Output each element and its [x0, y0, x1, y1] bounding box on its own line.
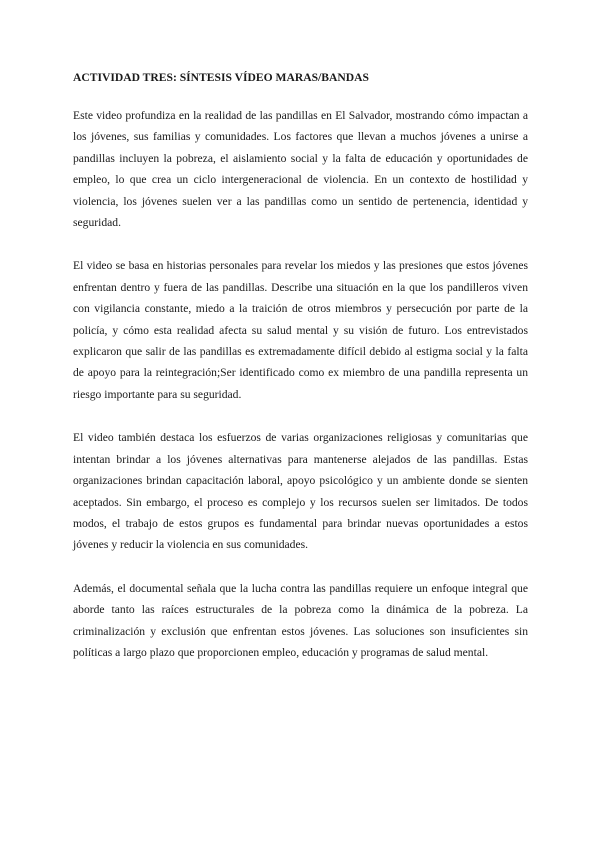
paragraph-organizations: El video también destaca los esfuerzos de varias organizaciones religiosas y comunitarias que intentan brindar a los jóvenes alternativas para mantenerse alejados de las pandillas. Estas organizaciones brindan capacitación laboral, apoyo psicológico y un ambiente donde se sienten aceptados. Sin embargo, el proceso es complejo y los recursos suelen ser limitados. De todos modos, el trabajo de estos grupos es fundamental para brindar nuevas oportunidades a estos jóvenes y reducir la violencia en sus comunidades.	[73, 431, 528, 552]
document-title: ACTIVIDAD TRES: SÍNTESIS VÍDEO MARAS/BANDAS	[73, 71, 369, 84]
paragraph-conclusion: Además, el documental señala que la lucha contra las pandillas requiere un enfoque integral que aborde tanto las raíces estructurales de la pobreza como la dinámica de la pobreza. La criminalización y exclusión que enfrentan estos jóvenes. Las soluciones son insuficientes sin políticas a largo plazo que proporcionen empleo, educación y programas de salud mental.	[73, 581, 528, 659]
paragraph-intro: Este video profundiza en la realidad de las pandillas en El Salvador, mostrando cómo impactan a los jóvenes, sus familias y comunidades. Los factores que llevan a muchos jóvenes a unirse a pandillas incluyen la pobreza, el aislamiento social y la falta de educación y oportunidades de empleo, lo que crea un ciclo intergeneracional de violencia. En un contexto de hostilidad y violencia, los jóvenes suelen ver a las pandillas como un sentido de pertenencia, identidad y seguridad.	[73, 109, 528, 230]
paragraph-personal-stories: El video se basa en historias personales para revelar los miedos y las presiones que estos jóvenes enfrentan dentro y fuera de las pandillas. Describe una situación en la que los pandilleros viven con vigilancia constante, miedo a la traición de otros miembros y persecución por parte de la policía, y cómo esta realidad afecta su salud mental y su visión de futuro. Los entrevistados explicaron que salir de las pandillas es extremadamente difícil debido al estigma social y la falta de apoyo para la reintegración;Ser identificado como ex miembro de una pandilla representa un riesgo importante para su seguridad.	[73, 259, 528, 401]
document-body	[73, 70, 528, 685]
